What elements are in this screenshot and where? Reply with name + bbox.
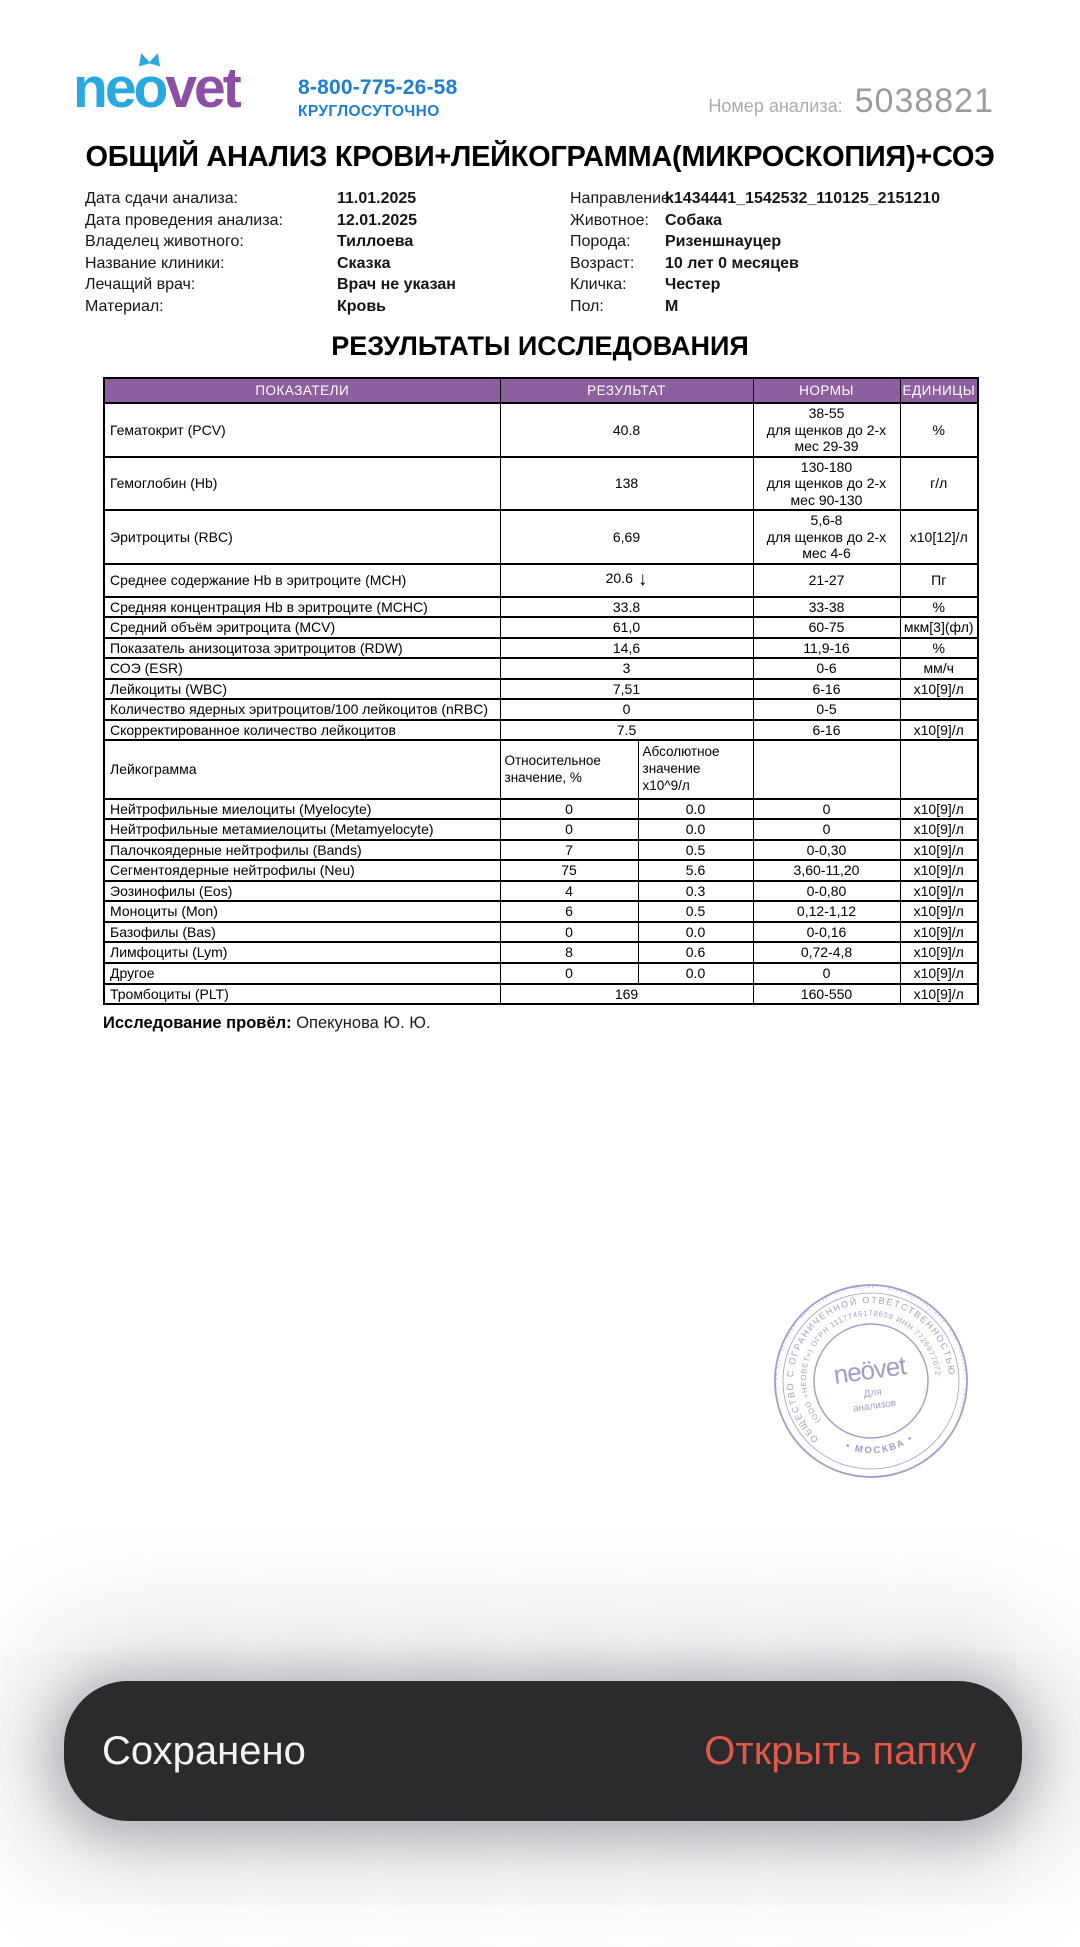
meta-label: Материал:	[85, 297, 164, 315]
cell-indicator: Средняя концентрация Hb в эритроците (MCHC)	[104, 597, 500, 618]
col-header-indicators: ПОКАЗАТЕЛИ	[104, 378, 500, 403]
phone-number	[298, 76, 457, 121]
cell-norm	[753, 740, 900, 799]
cell-indicator: Скорректированное количество лейкоцитов	[104, 720, 500, 741]
cell-absolute-value: 0.6	[638, 942, 753, 963]
stamp-micro-text: · ОГРН 1117746178659 · ИНН 7726977072 · НЕОВЕТ · ОГРН 1117746178659 · ИНН 7726977072 · НЕОВЕТ ·	[773, 1283, 969, 1421]
table-row	[104, 699, 978, 720]
cell-indicator: Средний объём эритроцита (MCV)	[104, 617, 500, 638]
cell-unit: Пг	[900, 564, 978, 597]
cell-unit: x10[9]/л	[900, 901, 978, 922]
cell-unit: %	[900, 638, 978, 659]
cell-norm: 0	[753, 963, 900, 984]
col-header-norms: НОРМЫ	[753, 378, 900, 403]
cell-unit: x10[9]/л	[900, 942, 978, 963]
logo-text-vet: vet	[165, 56, 239, 120]
cell-unit: x10[9]/л	[900, 720, 978, 741]
cell-indicator: Количество ядерных эритроцитов/100 лейкоцитов (nRBC)	[104, 699, 500, 720]
cell-relative-value: 0	[500, 819, 638, 840]
cell-indicator: Среднее содержание Hb в эритроците (MCH)	[104, 564, 500, 597]
stamp-city-text: • МОСКВА •	[844, 1432, 917, 1457]
col-header-result: РЕЗУЛЬТАТ	[500, 378, 753, 403]
cell-unit: г/л	[900, 457, 978, 511]
cell-absolute-value: 0.0	[638, 819, 753, 840]
table-row	[104, 638, 978, 659]
report-title: ОБЩИЙ АНАЛИЗ КРОВИ+ЛЕЙКОГРАММА(МИКРОСКОПИЯ)+СОЭ	[85, 141, 995, 173]
cell-indicator: Базофилы (Bas)	[104, 922, 500, 943]
analysis-number-value: 5038821	[854, 82, 994, 120]
meta-value: 12.01.2025	[337, 211, 418, 229]
meta-value: Сказка	[337, 254, 391, 272]
table-row	[104, 860, 978, 881]
meta-row	[570, 255, 1070, 277]
cell-result: 169	[500, 984, 753, 1005]
cell-relative-value: 4	[500, 881, 638, 902]
cell-unit: %	[900, 403, 978, 457]
meta-value: k1434441_1542532_110125_2151210	[665, 190, 940, 207]
cell-norm: 0-0,30	[753, 840, 900, 861]
cell-result: 6,69	[500, 510, 753, 564]
cell-result: 0	[500, 699, 753, 720]
cell-unit: x10[9]/л	[900, 819, 978, 840]
table-row	[104, 617, 978, 638]
phone-value: 8-800-775-26-58	[298, 76, 458, 99]
meta-label: Владелец животного:	[85, 233, 244, 251]
cell-indicator: Гемоглобин (Hb)	[104, 457, 500, 511]
col-header-units: ЕДИНИЦЫ	[900, 378, 978, 403]
cell-unit: мм/ч	[900, 658, 978, 679]
cell-relative-value: 0	[500, 963, 638, 984]
cell-absolute-value: 0.0	[638, 799, 753, 820]
cell-norm: 0-0,80	[753, 881, 900, 902]
table-row	[104, 901, 978, 922]
save-toast	[64, 1681, 1022, 1821]
cell-unit: x10[9]/л	[900, 922, 978, 943]
results-heading: РЕЗУЛЬТАТЫ ИССЛЕДОВАНИЯ	[331, 331, 749, 361]
cell-indicator: СОЭ (ESR)	[104, 658, 500, 679]
cell-absolute-value: 5.6	[638, 860, 753, 881]
meta-row	[570, 233, 1070, 255]
meta-value: Тиллоева	[337, 233, 414, 251]
clinic-stamp	[771, 1281, 971, 1481]
cell-indicator: Нейтрофильные миелоциты (Myelocyte)	[104, 799, 500, 820]
cell-norm: 0-0,16	[753, 922, 900, 943]
cell-unit: x10[9]/л	[900, 860, 978, 881]
cell-unit	[900, 740, 978, 799]
table-row	[104, 984, 978, 1005]
meta-value: Собака	[665, 211, 723, 229]
cell-norm: 38-55 для щенков до 2-х мес 29-39	[753, 403, 900, 457]
meta-label: Порода:	[570, 233, 631, 251]
cell-indicator: Эритроциты (RBC)	[104, 510, 500, 564]
cell-norm: 0-6	[753, 658, 900, 679]
cell-result: 40.8	[500, 403, 753, 457]
cell-norm: 0,12-1,12	[753, 901, 900, 922]
cell-absolute-value: 0.0	[638, 922, 753, 943]
cell-unit: x10[9]/л	[900, 963, 978, 984]
cell-relative-value: 75	[500, 860, 638, 881]
cell-norm: 0	[753, 799, 900, 820]
cell-norm: 5,6-8 для щенков до 2-х мес 4-6	[753, 510, 900, 564]
cell-unit: %	[900, 597, 978, 618]
cell-indicator: Эозинофилы (Eos)	[104, 881, 500, 902]
cell-absolute-value: 0.3	[638, 881, 753, 902]
table-row	[104, 840, 978, 861]
cell-relative-value: 0	[500, 922, 638, 943]
table-row	[104, 922, 978, 943]
table-row	[104, 720, 978, 741]
cell-absolute-value: 0.0	[638, 963, 753, 984]
meta-row	[85, 212, 555, 234]
meta-label: Лечащий врач:	[85, 276, 196, 294]
stamp-inner-ring-text: (ООО «НЕОВЕТ») ОГРН 1117746178659 ИНН 7726977072	[798, 1308, 943, 1425]
cell-result: 33.8	[500, 597, 753, 618]
meta-value: Врач не указан	[337, 276, 456, 294]
logo-text-ne: ne	[73, 56, 134, 120]
cell-unit: x10[9]/л	[900, 679, 978, 700]
cell-indicator: Нейтрофильные метамиелоциты (Metamyelocyte)	[104, 819, 500, 840]
cell-unit: x10[9]/л	[900, 840, 978, 861]
cell-norm: 11,9-16	[753, 638, 900, 659]
cell-result: 7,51	[500, 679, 753, 700]
cell-unit: x10[9]/л	[900, 881, 978, 902]
cell-result: 61,0	[500, 617, 753, 638]
table-row	[104, 819, 978, 840]
meta-row	[85, 298, 555, 320]
cell-indicator: Другое	[104, 963, 500, 984]
cell-unit: x10[12]/л	[900, 510, 978, 564]
meta-label: Возраст:	[570, 254, 635, 272]
cell-unit: x10[9]/л	[900, 984, 978, 1005]
cell-result: 14,6	[500, 638, 753, 659]
cell-indicator: Лимфоциты (Lym)	[104, 942, 500, 963]
meta-left	[85, 190, 555, 320]
meta-label: Дата сдачи анализа:	[85, 190, 239, 207]
cell-norm: 0,72-4,8	[753, 942, 900, 963]
cell-relative-value: 8	[500, 942, 638, 963]
cell-relative-value: 6	[500, 901, 638, 922]
meta-row	[570, 190, 1070, 212]
cell-norm: 0	[753, 819, 900, 840]
cell-absolute-value: 0.5	[638, 901, 753, 922]
cell-result: 20.6 ↓	[500, 564, 753, 597]
table-row	[104, 881, 978, 902]
table-header-row	[104, 378, 978, 403]
meta-value: Кровь	[337, 297, 386, 315]
stamp-logo-text: neövet	[831, 1350, 908, 1390]
examiner-line	[103, 1014, 431, 1033]
cell-indicator: Лейкограмма	[104, 740, 500, 799]
meta-label: Название клиники:	[85, 254, 225, 272]
analysis-number	[708, 82, 994, 121]
phone-note: КРУГЛОСУТОЧНО	[298, 103, 440, 120]
meta-value: 10 лет 0 месяцев	[665, 254, 799, 272]
table-row	[104, 564, 978, 597]
logo-cat-o: o	[134, 60, 166, 117]
cell-unit: x10[9]/л	[900, 799, 978, 820]
cell-result: 3	[500, 658, 753, 679]
meta-value: 11.01.2025	[337, 190, 417, 207]
meta-label: Дата проведения анализа:	[85, 211, 283, 229]
analysis-number-label: Номер анализа:	[708, 96, 843, 116]
cell-indicator: Сегментоядерные нейтрофилы (Neu)	[104, 860, 500, 881]
meta-right	[570, 190, 1070, 320]
cell-indicator: Моноциты (Mon)	[104, 901, 500, 922]
meta-row	[85, 190, 555, 212]
cell-absolute-label: Абсолютное значение х10^9/л	[638, 740, 753, 799]
cell-norm: 21-27	[753, 564, 900, 597]
table-row	[104, 963, 978, 984]
table-row	[104, 597, 978, 618]
open-folder-button[interactable]: Открыть папку	[704, 1728, 976, 1773]
meta-value: Ризеншнауцер	[665, 233, 782, 251]
cell-norm: 60-75	[753, 617, 900, 638]
table-body	[104, 403, 978, 1004]
table-row	[104, 942, 978, 963]
table-row	[104, 658, 978, 679]
cell-unit	[900, 699, 978, 720]
cell-indicator: Палочкоядерные нейтрофилы (Bands)	[104, 840, 500, 861]
stamp-ring-text: ОБЩЕСТВО С ОГРАНИЧЕННОЙ ОТВЕТСТВЕННОСТЬЮ	[784, 1294, 957, 1445]
table-row	[104, 457, 978, 511]
meta-label: Направление:	[570, 190, 675, 207]
cell-norm: 130-180 для щенков до 2-х мес 90-130	[753, 457, 900, 511]
examiner-label: Исследование провёл:	[103, 1014, 292, 1032]
cell-absolute-value: 0.5	[638, 840, 753, 861]
meta-row	[570, 212, 1070, 234]
cell-norm: 160-550	[753, 984, 900, 1005]
meta-row	[85, 233, 555, 255]
meta-label: Кличка:	[570, 276, 627, 294]
cell-relative-label: Относительное значение, %	[500, 740, 638, 799]
cell-norm: 0-5	[753, 699, 900, 720]
meta-label: Животное:	[570, 211, 649, 229]
cell-result: 138	[500, 457, 753, 511]
toast-message: Сохранено	[102, 1728, 306, 1773]
cell-result: 7.5	[500, 720, 753, 741]
stamp-center-line2: анализов	[852, 1397, 897, 1415]
meta-value: Честер	[665, 276, 721, 294]
table-row	[104, 799, 978, 820]
cell-unit: мкм[3](фл)	[900, 617, 978, 638]
cell-norm: 6-16	[753, 720, 900, 741]
meta-row	[570, 298, 1070, 320]
meta-value: М	[665, 297, 679, 315]
low-value-arrow-icon: ↓	[637, 568, 648, 590]
cell-relative-value: 7	[500, 840, 638, 861]
meta-row	[85, 255, 555, 277]
results-table	[103, 377, 979, 1005]
clinic-logo	[73, 56, 239, 120]
cell-indicator: Тромбоциты (PLT)	[104, 984, 500, 1005]
cell-indicator: Показатель анизоцитоза эритроцитов (RDW)	[104, 638, 500, 659]
table-row	[104, 510, 978, 564]
stamp-center-line1: Для	[863, 1386, 883, 1401]
table-row	[104, 679, 978, 700]
cell-norm: 6-16	[753, 679, 900, 700]
cell-indicator: Лейкоциты (WBC)	[104, 679, 500, 700]
meta-label: Пол:	[570, 297, 604, 315]
table-row	[104, 403, 978, 457]
cell-relative-value: 0	[500, 799, 638, 820]
examiner-value: Опекунова Ю. Ю.	[296, 1014, 431, 1032]
meta-row	[85, 276, 555, 298]
cell-norm: 3,60-11,20	[753, 860, 900, 881]
cell-indicator: Гематокрит (PCV)	[104, 403, 500, 457]
meta-row	[570, 276, 1070, 298]
table-row	[104, 740, 978, 799]
cell-norm: 33-38	[753, 597, 900, 618]
